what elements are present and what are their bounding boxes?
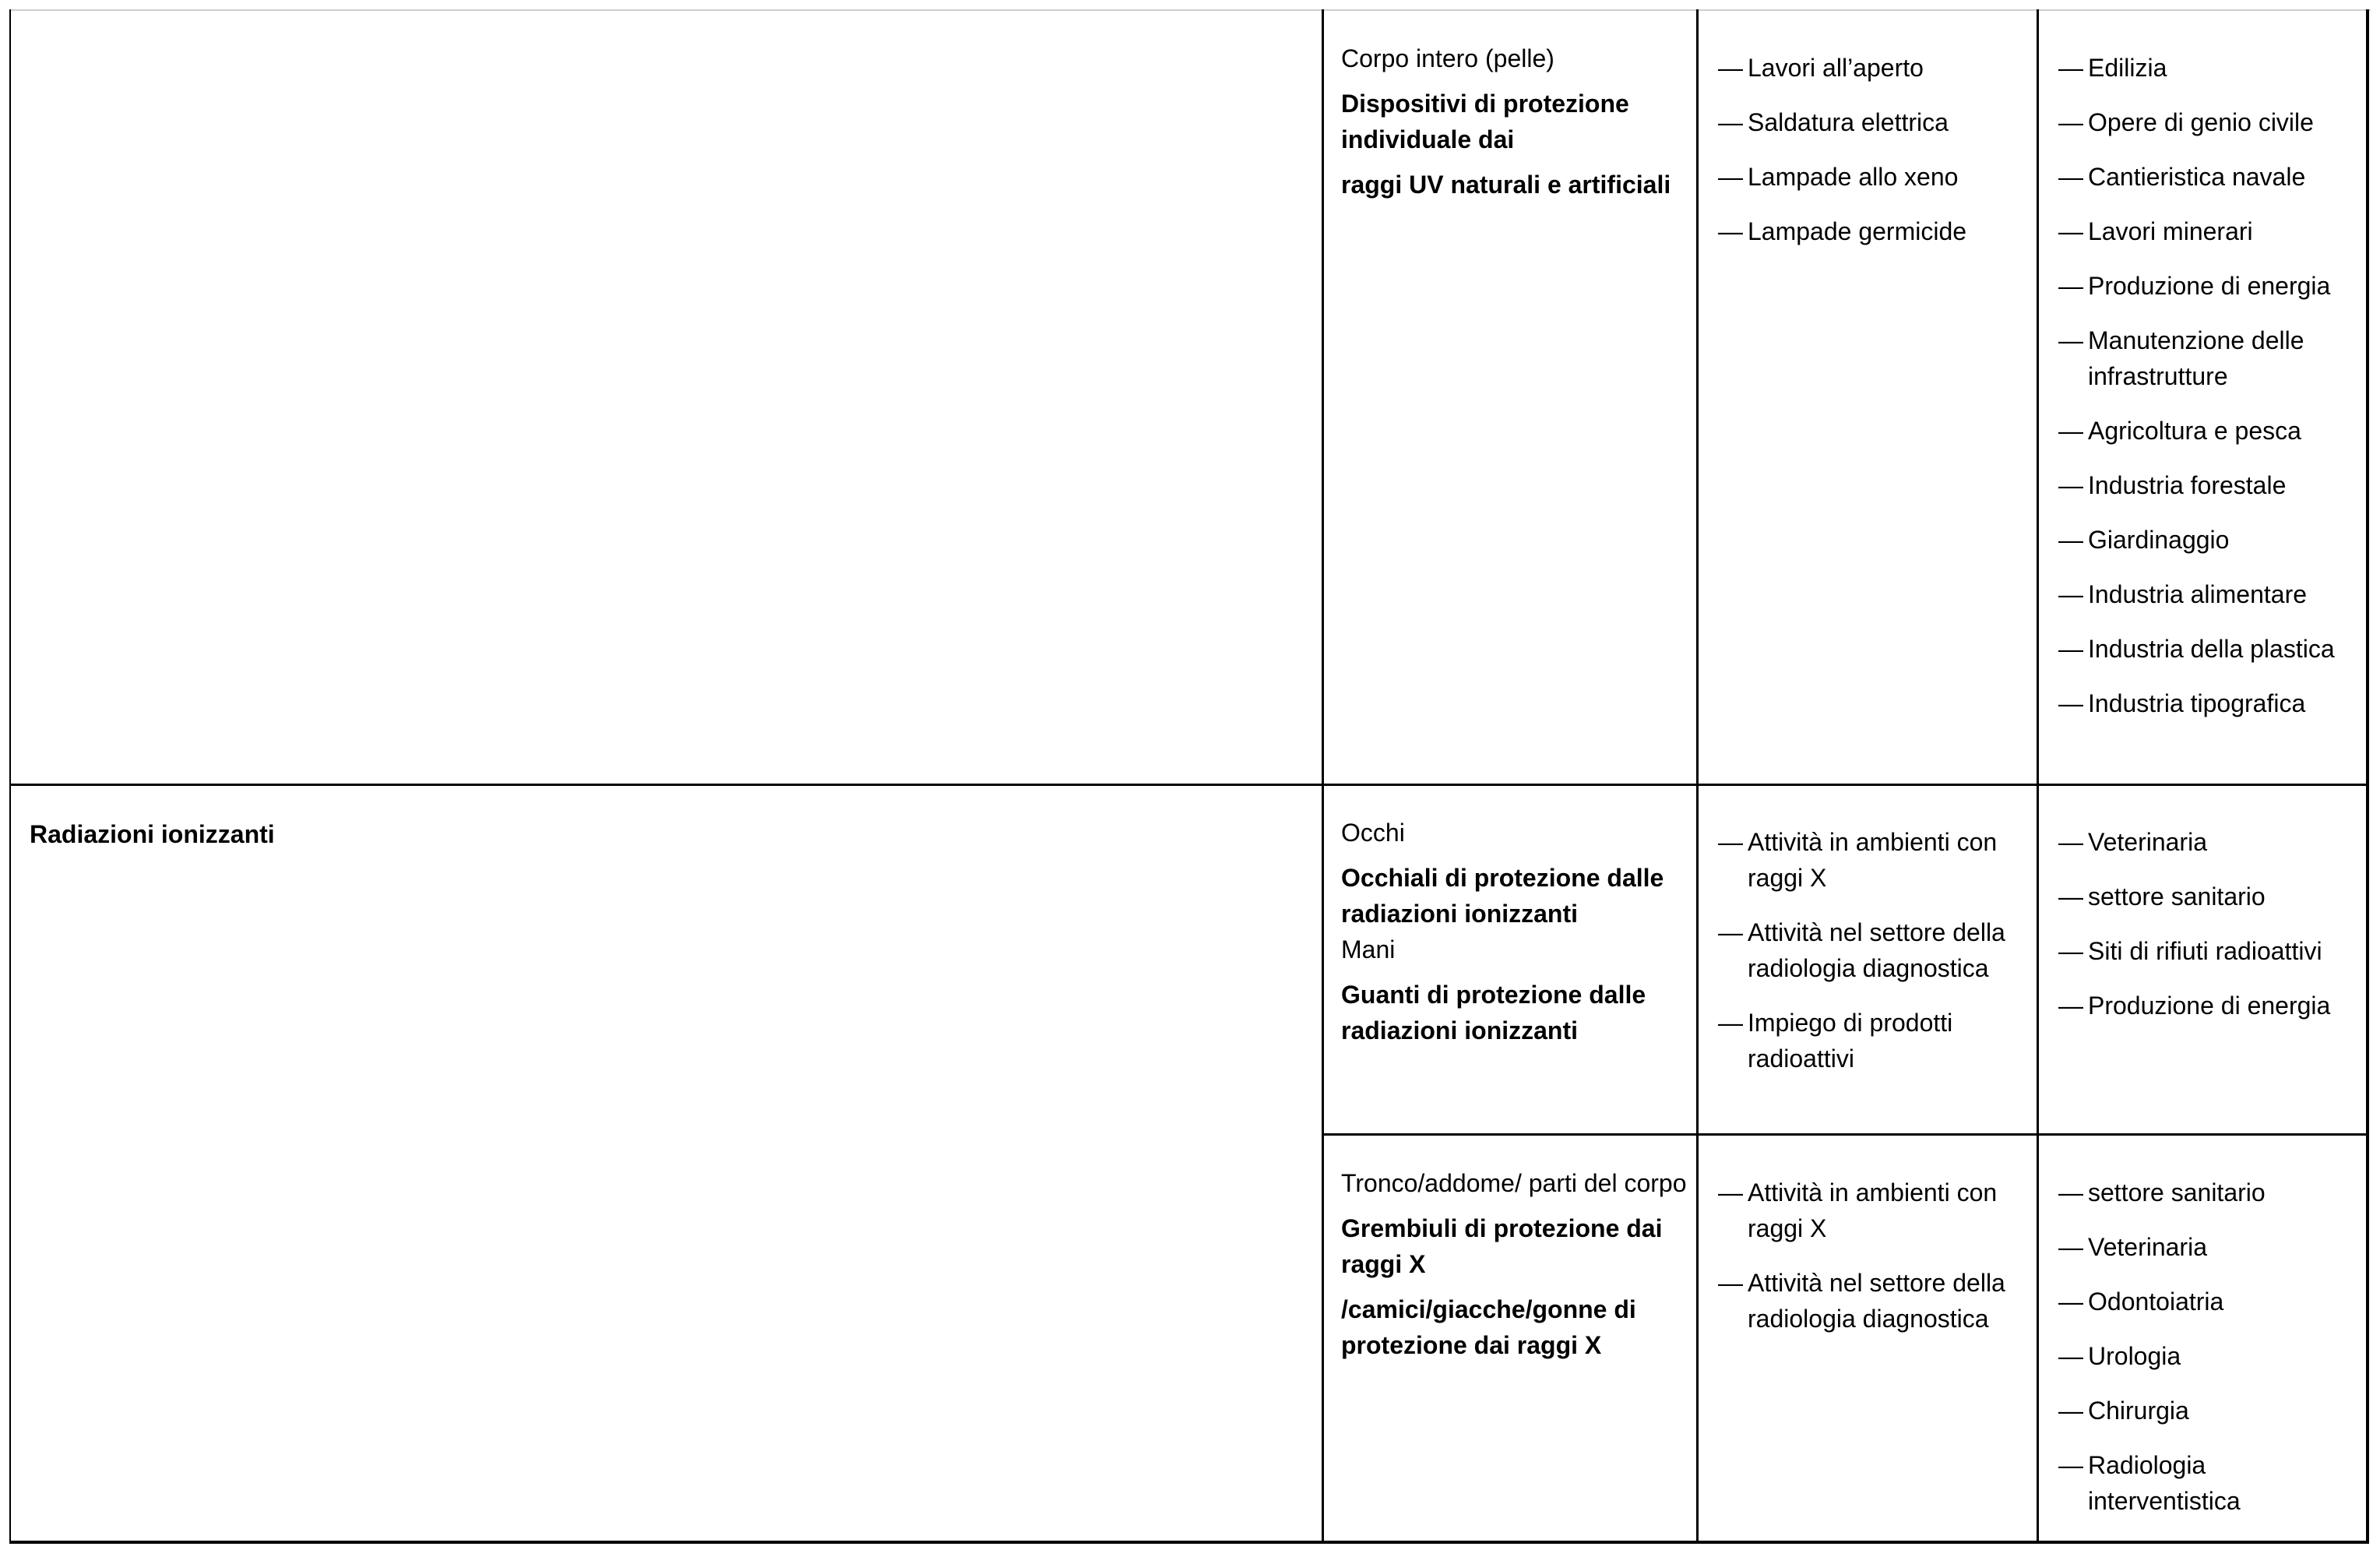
body-part-label: Occhi [1341,819,1405,847]
body-part-label: Tronco/addome/ parti del corpo [1341,1169,1687,1197]
row2a-activities-cell [1718,824,2030,1095]
sectors-list [2058,824,2362,1023]
table-right-border [2366,9,2369,1542]
list-item: — Lampade allo xeno [1718,159,2030,195]
body-part-label: Corpo intero (pelle) [1341,44,1554,72]
list-item: — Attività in ambienti con raggi X [1718,824,2030,896]
list-item: — Radiologia interventistica [2058,1447,2362,1519]
column-divider-2 [1696,9,1699,1542]
list-item: — Agricoltura e pesca [2058,413,2362,449]
category-title: Radiazioni ionizzanti [30,820,275,848]
list-item: — Attività in ambienti con raggi X [1718,1175,2030,1246]
list-item: — Chirurgia [2058,1393,2362,1428]
row2b-activities-cell [1718,1175,2030,1355]
list-item: — Veterinaria [2058,1229,2362,1265]
activities-list [1718,50,2030,249]
table-top-border [9,9,2371,11]
device-label-cont: /camici/giacche/gonne di protezione dai raggi X [1341,1295,1636,1359]
list-item: — Opere di genio civile [2058,104,2362,140]
list-item: — Industria tipografica [2058,685,2362,721]
column-divider-3 [2037,9,2039,1542]
list-item: — Veterinaria [2058,824,2362,860]
activities-list [1718,1175,2030,1337]
list-item: — Odontoiatria [2058,1284,2362,1319]
list-item: — Lavori all’aperto [1718,50,2030,86]
table-bottom-border [9,1541,2369,1544]
list-item: — Giardinaggio [2058,522,2362,558]
list-item: — Saldatura elettrica [1718,104,2030,140]
device-label: Guanti di protezione dalle radiazioni ionizzanti [1341,981,1646,1044]
row-divider-1 [9,784,2369,786]
list-item: — Industria alimentare [2058,576,2362,612]
table-left-border [9,9,11,1542]
device-label: Grembiuli di protezione dai raggi X [1341,1214,1663,1278]
list-item: — Impiego di prodotti radioattivi [1718,1005,2030,1076]
list-item: — Urologia [2058,1338,2362,1374]
device-label: Occhiali di protezione dalle radiazioni ionizzanti [1341,864,1664,928]
body-part-label: Mani [1341,935,1396,963]
list-item: — Produzione di energia [2058,268,2362,304]
list-item: — Manutenzione delle infrastrutture [2058,322,2362,394]
row2b-protection-cell [1341,1165,1688,1363]
sectors-list [2058,50,2362,721]
list-item: — Produzione di energia [2058,988,2362,1023]
row1-activities-cell [1718,50,2030,268]
list-item: — Siti di rifiuti radioattivi [2058,933,2362,969]
row2b-sectors-cell [2058,1175,2362,1538]
row2a-sectors-cell [2058,824,2362,1042]
row-divider-2 [1322,1133,2369,1136]
list-item: — Edilizia [2058,50,2362,86]
list-item: — Lavori minerari [2058,213,2362,249]
list-item: — Attività nel settore della radiologia diagnostica [1718,914,2030,986]
list-item: — settore sanitario [2058,1175,2362,1210]
row1-sectors-cell [2058,50,2362,740]
list-item: — settore sanitario [2058,879,2362,914]
list-item: — Industria forestale [2058,467,2362,503]
row1-protection-cell [1341,41,1688,203]
column-divider-1 [1322,9,1324,1542]
device-label: Dispositivi di protezione individuale dai [1341,90,1629,153]
list-item: — Industria della plastica [2058,631,2362,667]
sectors-list [2058,1175,2362,1519]
list-item: — Cantieristica navale [2058,159,2362,195]
list-item: — Attività nel settore della radiologia diagnostica [1718,1265,2030,1337]
row2a-protection-cell [1341,815,1688,1048]
list-item: — Lampade germicide [1718,213,2030,249]
activities-list [1718,824,2030,1076]
device-label-cont: raggi UV naturali e artificiali [1341,171,1671,199]
